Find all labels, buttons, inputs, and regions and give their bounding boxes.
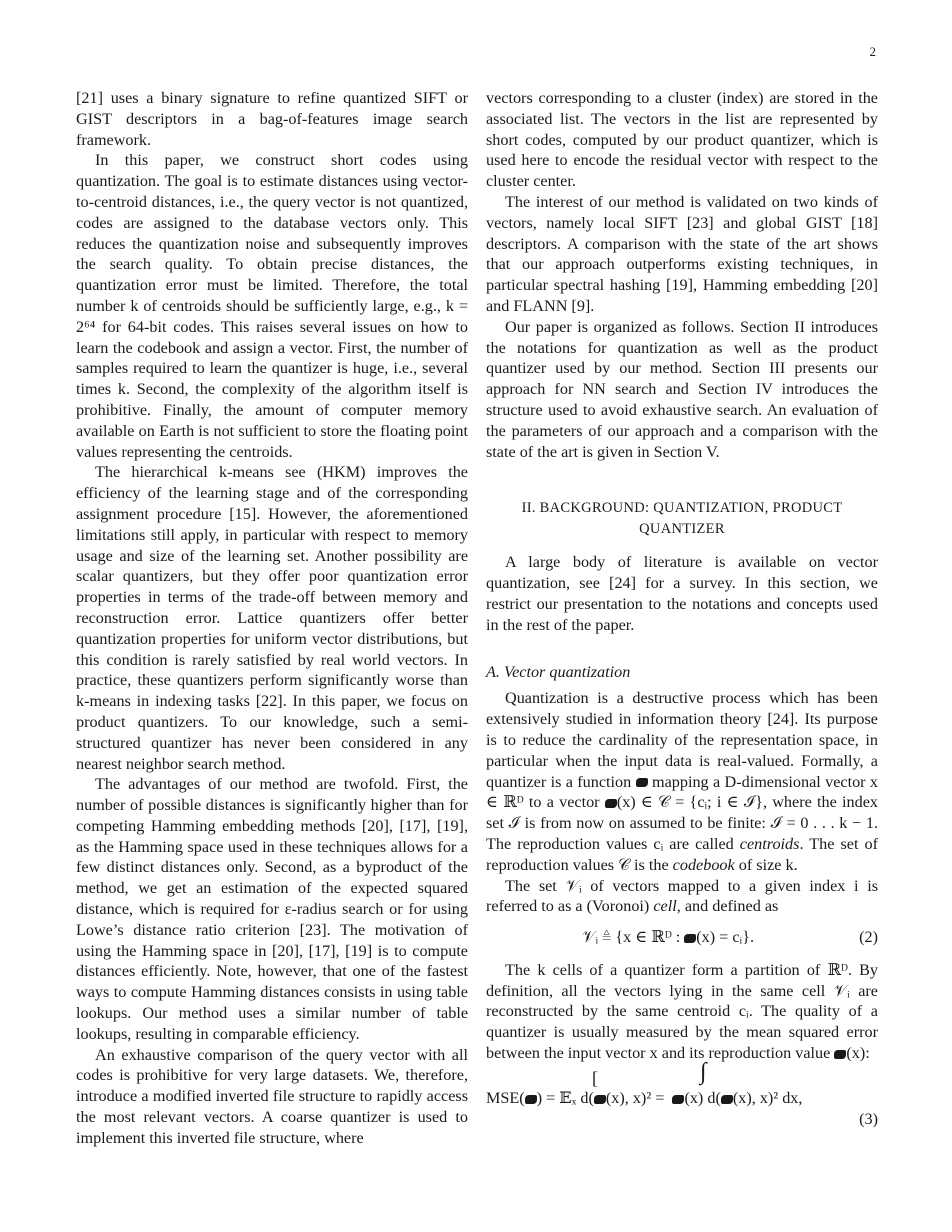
equation-number: (3) bbox=[859, 1109, 878, 1128]
quantizer-q-glyph bbox=[525, 1095, 537, 1104]
quantizer-q-glyph bbox=[721, 1095, 733, 1104]
paragraph: In this paper, we construct short codes using quantization. The goal is to estimate distances using vector-to-centroid distances, i.e., the query vector is not quantized, codes are assigned to the database vectors only. This reduces the quantization noise and subsequently improves the search quality. To obtain precise distances, the quantization error must be limited. Therefore, the total number k of centroids should be sufficiently large, e.g., k = 2⁶⁴ for 64-bit codes. This raises several issues on how to learn the codebook and assign a vector. First, the number of samples required to learn the quantizer is huge, i.e., several times k. Second, the complexity of the algorithm itself is prohibitive. Finally, the amount of computer memory available on Earth is not sufficient to store the floating point values representing the centroids. bbox=[76, 151, 468, 461]
paragraph: vectors corresponding to a cluster (index) are stored in the associated list. The vectors in the list are represented by short codes, computed by our product quantizer, which is used here to encode the residual vector with respect to the cluster center. bbox=[486, 89, 878, 191]
section-heading-line: II. BACKGROUND: QUANTIZATION, PRODUCT bbox=[521, 500, 843, 517]
equation-body bbox=[486, 927, 850, 948]
term-cell: cell bbox=[653, 897, 677, 916]
quantizer-q-glyph bbox=[834, 1050, 846, 1059]
text-run: (x): bbox=[846, 1044, 870, 1063]
text-run: mapping a D-dimensional vector x ∈ ℝᴰ to a vector bbox=[486, 772, 879, 812]
equation-text: (x), x)² dx, bbox=[732, 1088, 803, 1107]
equation-number: (2) bbox=[859, 928, 878, 947]
paragraph: The hierarchical k-means see (HKM) improves the efficiency of the learning stage and of the corresponding assignment procedure [15]. However, the aforementioned limitations still apply, in particular with respect to memory usage and size of the learning set. Another possibility are scalar quantizers, but they offer poor quantization error properties in terms of the trade-off between memory and reconstruction error. Lattice quantizers offer better quantization properties for uniform vector distributions, but this condition is rarely satisfied by real world vectors. In practice, these quantizers perform significantly worse than k-means in indexing tasks [22]. In this paper, we focus on product quantizers. To our knowledge, such a semi-structured quantizer has never been considered in any nearest neighbor search method. bbox=[76, 463, 468, 773]
paragraph bbox=[486, 876, 878, 918]
equation-body bbox=[486, 1088, 802, 1109]
equation-text: MSE( bbox=[486, 1088, 525, 1107]
paragraph bbox=[486, 960, 878, 1064]
equation-text: (x) d( bbox=[684, 1088, 721, 1107]
page-number: 2 bbox=[869, 44, 876, 59]
text-run: The k cells of a quantizer form a partition of ℝᴰ. By definition, all the vectors lying in the same cell 𝒱ᵢ are reconstructed by the same centroid cᵢ. The quality of a quantizer is usually measured by the mean squared error between the input vector x and its reproduction value bbox=[486, 960, 878, 1063]
term-centroids: centroids bbox=[739, 834, 800, 853]
integral-symbol: ∫ bbox=[700, 1058, 707, 1085]
equation-2 bbox=[486, 927, 878, 948]
term-codebook: codebook bbox=[672, 855, 735, 874]
left-column bbox=[76, 88, 468, 1149]
paragraph bbox=[486, 688, 878, 875]
section-heading bbox=[486, 498, 878, 540]
quantizer-q-glyph bbox=[605, 799, 617, 808]
equation-text: ) = 𝔼ₓ d( bbox=[536, 1088, 594, 1107]
text-run: of size k. bbox=[738, 855, 798, 874]
equation-text: 𝒱ᵢ ≜ {x ∈ ℝᴰ : bbox=[581, 928, 681, 947]
text-run: (x) ∈ 𝒞 = {cᵢ; i ∈ ℐ}, where the index set ℐ is from now on assumed to be finite: ℐ = 0 . . . k − 1. The reproduction values cᵢ are called bbox=[486, 793, 878, 853]
quantizer-q-glyph bbox=[636, 778, 648, 787]
equation-line bbox=[486, 1088, 878, 1109]
equation-text: (x), x)² = bbox=[605, 1088, 665, 1107]
subsection-heading: A. Vector quantization bbox=[486, 662, 631, 681]
text-run: . The set of reproduction values 𝒞 is the bbox=[486, 834, 879, 874]
paragraph: The advantages of our method are twofold. First, the number of possible distances is significantly higher than for competing Hamming embedding methods [20], [17], [19], as the Hamming space used in these techniques allows for a few distinct distances only. Second, as a byproduct of the method, we get an estimation of the expected squared distance, which is required for ε-radius search or for using Lowe’s distance ratio criterion [23]. The motivation of using the Hamming space in [20], [17], [19] is to compute distances efficiently. Note, however, that one of the fastest ways to compute Hamming distances consists in using table lookups. Our method uses a similar number of table lookups, resulting in comparable efficiency. bbox=[76, 775, 468, 1043]
bracket-symbol: [ bbox=[592, 1067, 598, 1088]
text-run: The set 𝒱ᵢ of vectors mapped to a given index i is referred to as a (Voronoi) bbox=[486, 876, 878, 916]
paragraph: The interest of our method is validated on two kinds of vectors, namely local SIFT [23] and global GIST [18] descriptors. A comparison with the state of the art shows that our approach outperforms existing techniques, in particular spectral hashing [19], Hamming embedding [20] and FLANN [9]. bbox=[486, 192, 878, 315]
text-run: Quantization is a destructive process which has been extensively studied in information theory [24]. Its purpose is to reduce the cardinality of the representation space, in particular when the input data is real-valued. Formally, a quantizer is a function bbox=[486, 689, 878, 791]
text-run: , and defined as bbox=[676, 897, 779, 916]
section-heading-line: QUANTIZER bbox=[639, 521, 725, 538]
paragraph: Our paper is organized as follows. Section II introduces the notations for quantization as well as the product quantizer used by our method. Section III presents our approach for NN search and Section IV introduces the structure used to avoid exhaustive search. An evaluation of the parameters of our approach and a comparison with the state of the art is given in Section V. bbox=[486, 317, 878, 461]
density-p-glyph bbox=[672, 1095, 684, 1104]
paragraph: A large body of literature is available on vector quantization, see [24] for a survey. In this section, we restrict our presentation to the notations and concepts used in the rest of the paper. bbox=[486, 553, 878, 634]
equation-3 bbox=[486, 1058, 878, 1130]
equation-text: (x) = cᵢ}. bbox=[696, 928, 755, 947]
paragraph: An exhaustive comparison of the query vector with all codes is prohibitive for very large datasets. We, therefore, introduce a modified inverted file structure to rapidly access the most relevant vectors. A coarse quantizer is used to implement this inverted file structure, where bbox=[76, 1045, 468, 1147]
quantizer-q-glyph bbox=[594, 1095, 606, 1104]
right-column bbox=[486, 88, 878, 1129]
quantizer-q-glyph bbox=[684, 934, 696, 943]
paragraph: [21] uses a binary signature to refine quantized SIFT or GIST descriptors in a bag-of-features image search framework. bbox=[76, 89, 468, 149]
